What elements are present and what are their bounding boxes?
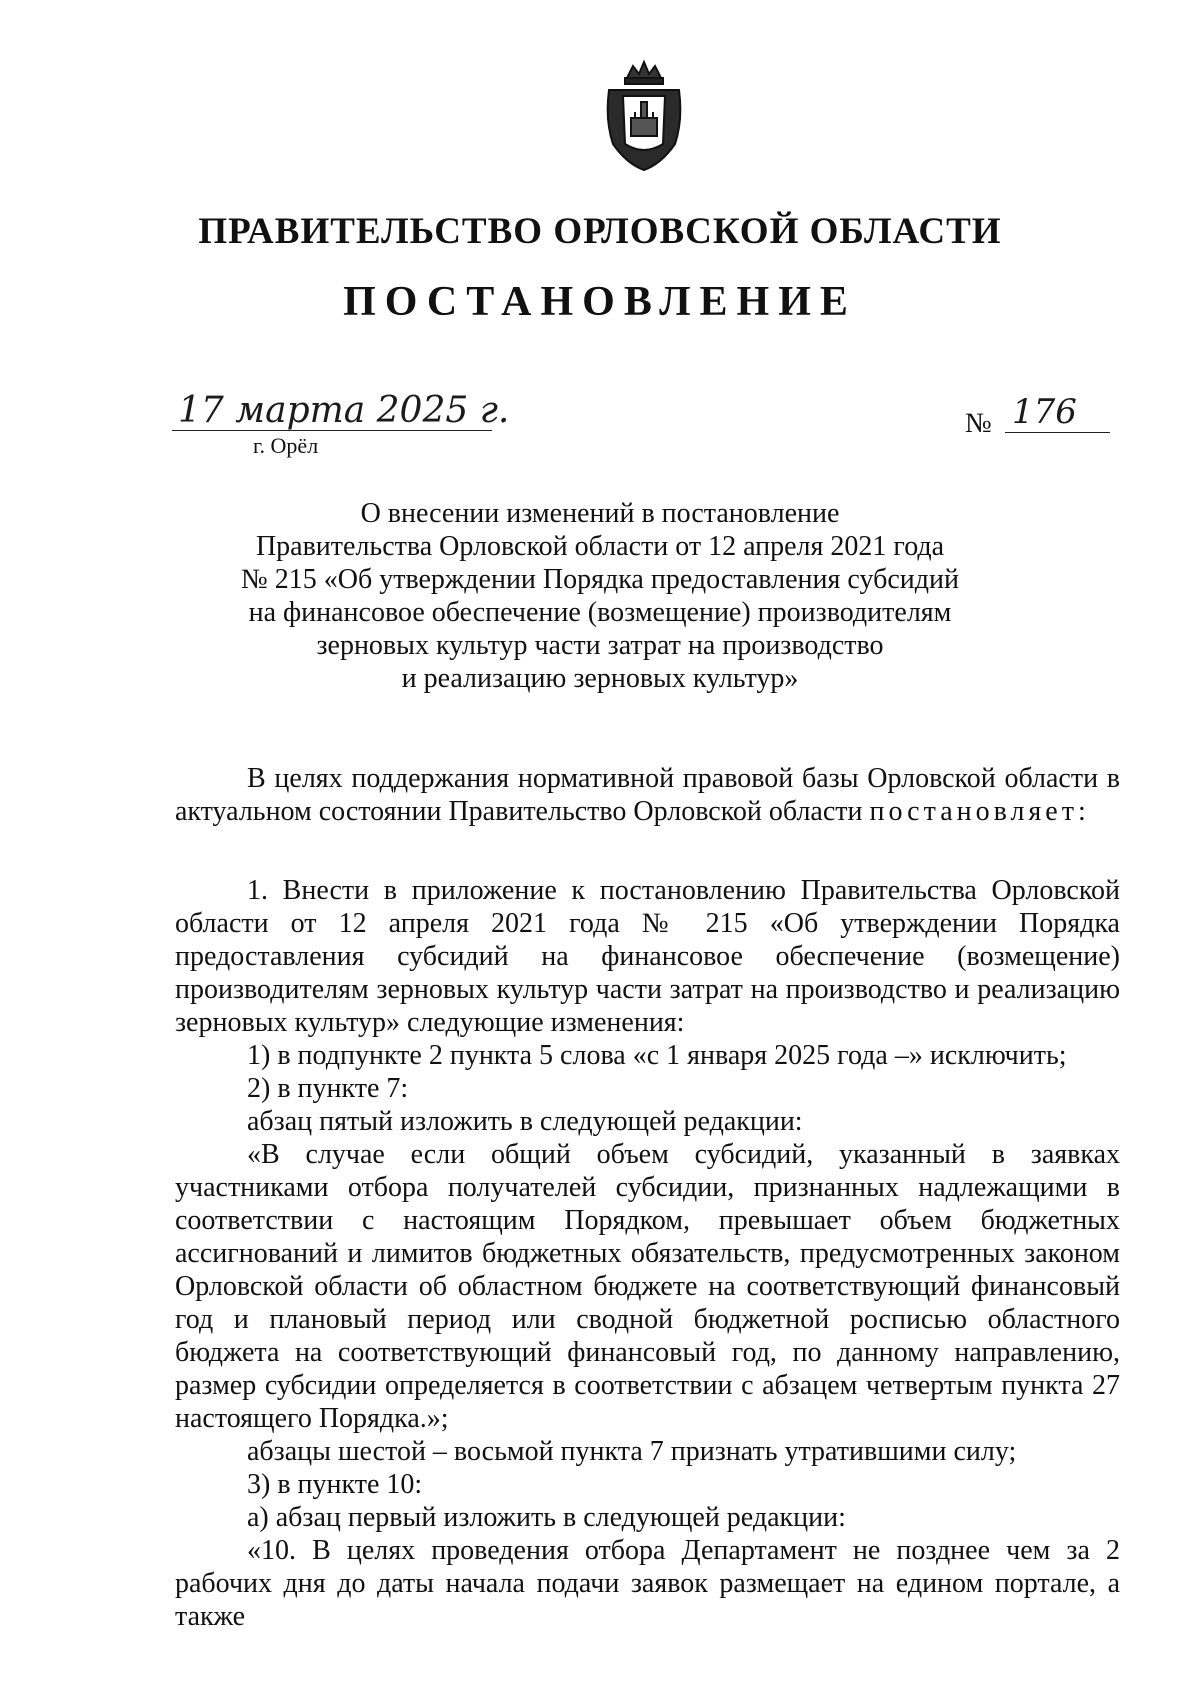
- paragraph: абзацы шестой – восьмой пункта 7 признать утратившими силу;: [247, 1436, 1017, 1467]
- preamble-paragraph: [175, 762, 1120, 828]
- title-line: и реализацию зерновых культур»: [401, 663, 799, 694]
- government-name: ПРАВИТЕЛЬСТВО ОРЛОВСКОЙ ОБЛАСТИ: [198, 211, 1002, 252]
- paragraph: 3) в пункте 10:: [247, 1469, 423, 1500]
- title-line: № 215 «Об утверждении Порядка предоставления субсидий: [241, 564, 959, 595]
- paragraph: «В случае если общий объем субсидий, указанный в заявках участниками отбора получателей субсидии, признанных надлежащими в соответствии с настоящим Порядком, превышает объем бюджетных ассигнований и лимитов бюджетных обязательств, предусмотренных законом Орловской области об областном бюджете на соответствующий финансовый год и плановый период или сводной бюджетной росписью областного бюджета на соответствующий финансовый год, по данному направлению, размер субсидии определяется в соответствии с абзацем четвертым пункта 27 настоящего Порядка.»;: [175, 1139, 1120, 1434]
- document-body: [175, 762, 1120, 1633]
- paragraph: абзац пятый изложить в следующей редакции:: [247, 1106, 803, 1137]
- paragraph: 2) в пункте 7:: [247, 1073, 409, 1104]
- handwritten-number: 176: [1012, 392, 1077, 432]
- title-line: зерновых культур части затрат на производство: [316, 630, 884, 661]
- title-line: на финансовое обеспечение (возмещение) производителям: [248, 597, 952, 628]
- paragraph: «10. В целях проведения отбора Департамент не позднее чем за 2 рабочих дня до даты начала подачи заявок размещает на едином портале, а также: [175, 1535, 1120, 1632]
- preamble-decree-word: постановляет:: [869, 796, 1090, 827]
- city-label: г. Орёл: [253, 433, 319, 458]
- title-line: Правительства Орловской области от 12 апреля 2021 года: [255, 531, 945, 562]
- number-label: №: [965, 408, 992, 439]
- handwritten-date: 17 марта 2025 г.: [178, 390, 510, 431]
- document-title: [0, 497, 1200, 695]
- preamble-text: В целях поддержания нормативной правовой базы Орловской области в актуальном состоянии Правительство Орловской области: [175, 763, 1120, 827]
- title-line: О внесении изменений в постановление: [360, 498, 840, 529]
- document-type: ПОСТАНОВЛЕНИЕ: [343, 279, 857, 325]
- coat-of-arms-icon: [599, 60, 689, 175]
- paragraph: 1. Внести в приложение к постановлению Правительства Орловской области от 12 апреля 2021 года № 215 «Об утверждении Порядка предоставления субсидий на финансовое обеспечение (возмещение) производителям зерновых культур части затрат на производство и реализацию зерновых культур» следующие изменения:: [175, 875, 1120, 1038]
- paragraph: 1) в подпункте 2 пункта 5 слова «с 1 января 2025 года –» исключить;: [247, 1040, 1067, 1071]
- paragraph: а) абзац первый изложить в следующей редакции:: [247, 1502, 846, 1533]
